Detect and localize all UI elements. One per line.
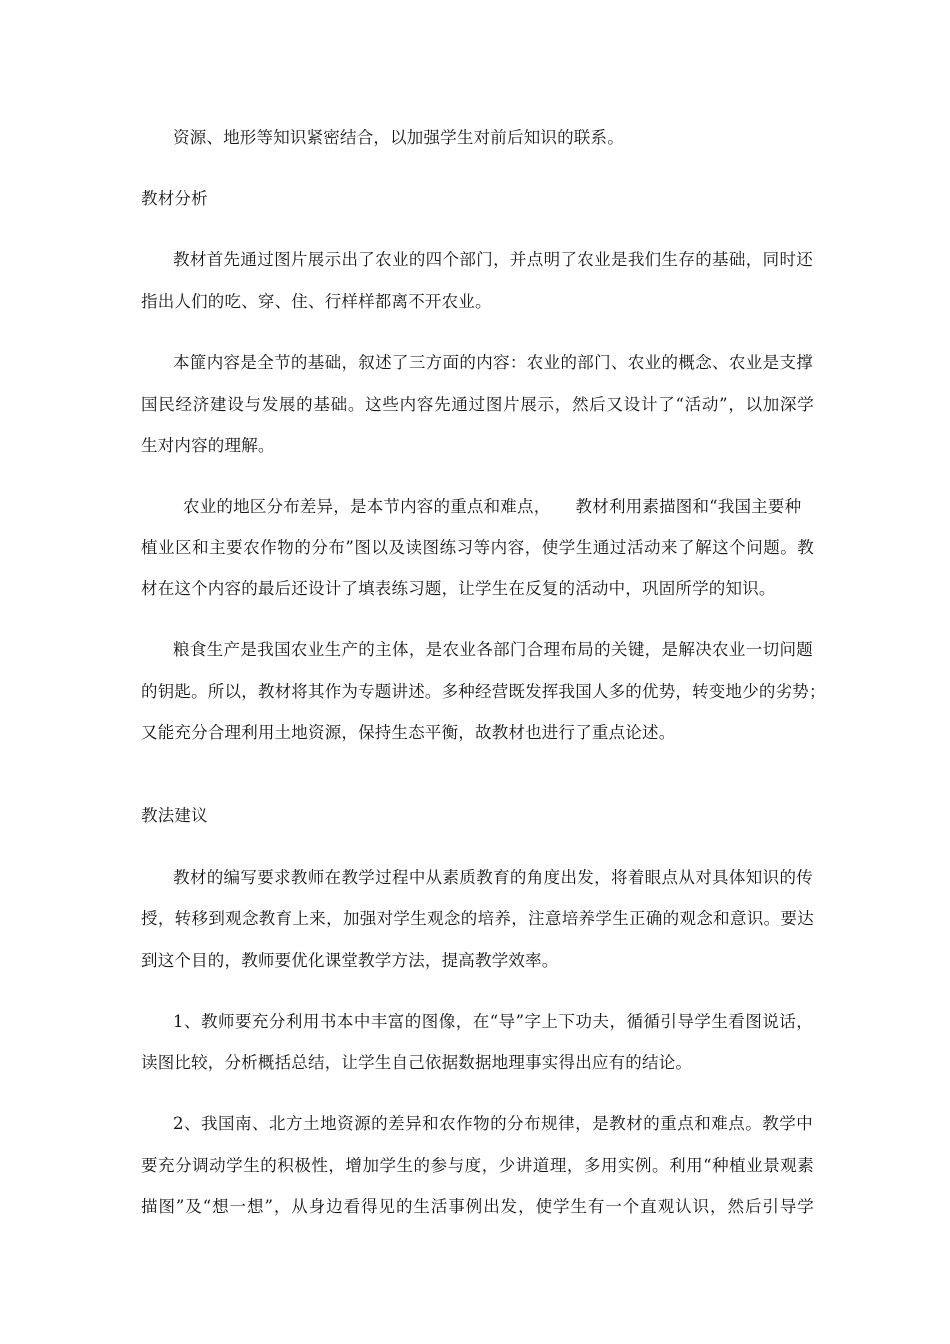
paragraph-4-line-3: 又能充分合理利用土地资源，保持生态平衡，故教材也进行了重点论述。 — [141, 723, 676, 742]
paragraph-3-line-2: 植业区和主要农作物的分布”图以及读图练习等内容，使学生通过活动来了解这个问题。教 — [141, 538, 814, 557]
section-heading-analysis: 教材分析 — [141, 189, 208, 208]
paragraph-6-line-2: 读图比较，分析概括总结，让学生自己依据数据地理事实得出应有的结论。 — [141, 1053, 693, 1072]
paragraph-7-line-2: 要充分调动学生的积极性，增加学生的参与度，少讲道理，多用实例。利用“种植业景观素 — [141, 1156, 814, 1175]
paragraph-7-line-1: 2、我国南、北方土地资源的差异和农作物的分布规律，是教材的重点和难点。教学中 — [173, 1114, 813, 1133]
paragraph-4-line-1: 粮食生产是我国农业生产的主体，是农业各部门合理布局的关键，是解决农业一切问题 — [173, 640, 813, 659]
paragraph-3-line-1: 农业的地区分布差异，是本节内容的重点和难点， 教材利用素描图和“我国主要种 — [183, 497, 802, 516]
paragraph-5-line-2: 授，转移到观念教育上来，加强对学生观念的培养，注意培养学生正确的观念和意识。要达 — [141, 909, 814, 928]
paragraph-3-line-3: 材在这个内容的最后还设计了填表练习题，让学生在反复的活动中，巩固所学的知识。 — [141, 579, 776, 598]
paragraph-5-line-3: 到这个目的，教师要优化课堂教学方法，提高教学效率。 — [141, 951, 559, 970]
section-heading-method: 教法建议 — [141, 806, 208, 825]
paragraph-5-line-1: 教材的编写要求教师在教学过程中从素质教育的角度出发，将着眼点从对具体知识的传 — [173, 868, 813, 887]
paragraph-2-line-3: 生对内容的理解。 — [141, 436, 275, 455]
paragraph-2-line-2: 国民经济建设与发展的基础。这些内容先通过图片展示，然后又设计了“活动”，以加深学 — [141, 395, 814, 414]
paragraph-1-line-1: 教材首先通过图片展示出了农业的四个部门，并点明了农业是我们生存的基础，同时还 — [173, 250, 813, 269]
intro-tail-text: 资源、地形等知识紧密结合，以加强学生对前后知识的联系。 — [173, 128, 624, 147]
paragraph-6-line-1: 1、教师要充分利用书本中丰富的图像，在“导”字上下功夫，循循引导学生看图说话， — [173, 1012, 813, 1031]
paragraph-4-line-2: 的钥匙。所以，教材将其作为专题讲述。多种经营既发挥我国人多的优势，转变地少的劣势； — [141, 682, 826, 701]
paragraph-1-line-2: 指出人们的吃、穿、住、行样样都离不开农业。 — [141, 292, 492, 311]
paragraph-2-line-1: 本篚内容是全节的基础，叙述了三方面的内容：农业的部门、农业的概念、农业是支撑 — [173, 353, 813, 372]
paragraph-7-line-3: 描图”及“想一想”，从身边看得见的生活事例出发，使学生有一个直观认识，然后引导学 — [141, 1197, 814, 1216]
